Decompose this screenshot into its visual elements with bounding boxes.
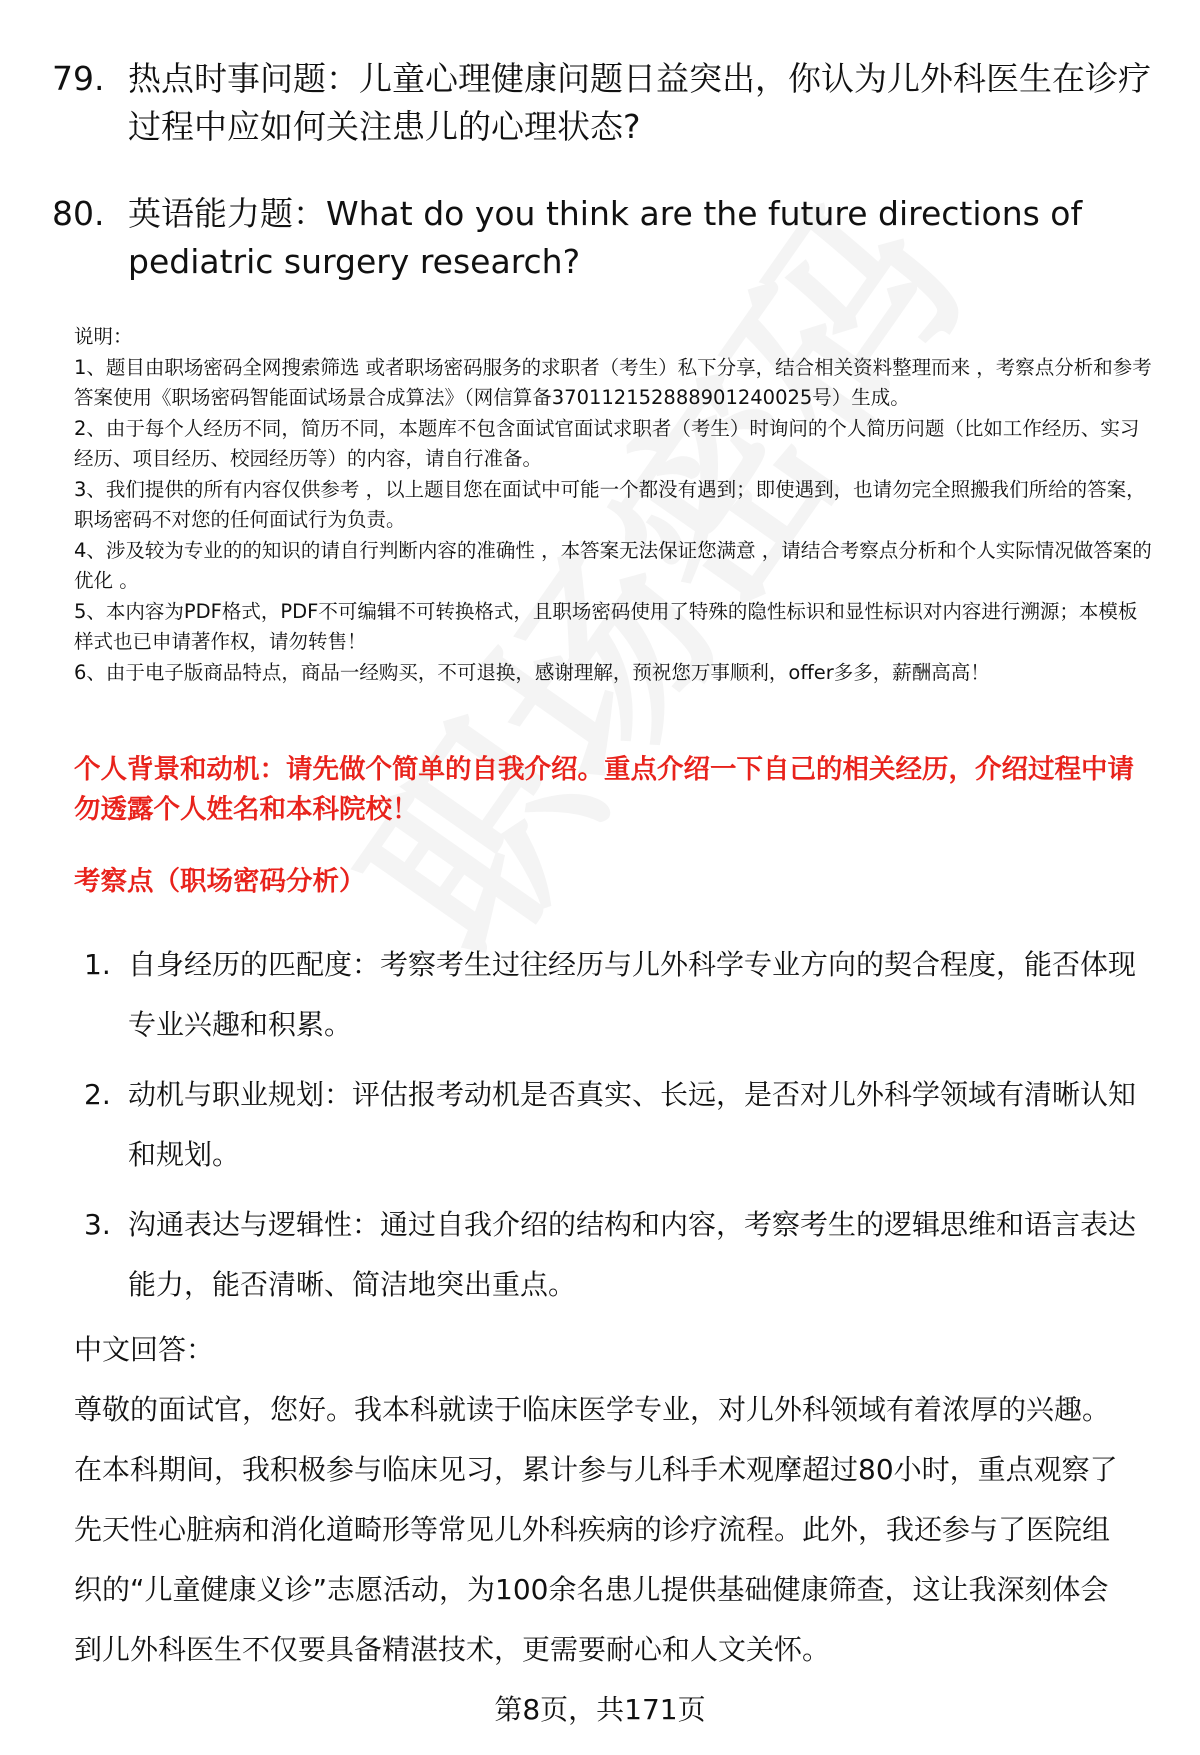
note-item: 1、题目由职场密码全网搜索筛选 或者职场密码服务的求职者（考生）私下分享，结合相关资料整理而来 ，考察点分析和参考答案使用《职场密码智能面试场景合成算法》（网信算备370112152888901240025号）生成。 — [74, 355, 1152, 409]
question-number: 80. — [52, 194, 105, 233]
list-number: 1. — [84, 948, 111, 981]
list-number: 3. — [84, 1208, 111, 1241]
list-text: 沟通表达与逻辑性：通过自我介绍的结构和内容，考察考生的逻辑思维和语言表达能力，能否清晰、简洁地突出重点。 — [128, 1208, 1137, 1301]
list-item — [84, 1195, 1144, 1315]
list-item — [84, 935, 1144, 1055]
list-number: 2. — [84, 1078, 111, 1111]
question-text: 英语能力题：What do you think are the future directions of pediatric surgery research? — [128, 194, 1083, 281]
note-item: 6、由于电子版商品特点，商品一经购买，不可退换，感谢理解，预祝您万事顺利，offer多多，薪酬高高！ — [74, 660, 990, 684]
interview-question: 个人背景和动机：请先做个简单的自我介绍。重点介绍一下自己的相关经历，介绍过程中请勿透露个人姓名和本科院校！ — [74, 754, 1134, 825]
answer-text: 尊敬的面试官，您好。我本科就读于临床医学专业，对儿外科领域有着浓厚的兴趣。在本科期间，我积极参与临床见习，累计参与儿科手术观摩超过80小时，重点观察了先天性心脏病和消化道畸形等常见儿外科疾病的诊疗流程。此外，我还参与了医院组织的“儿童健康义诊”志愿活动，为100余名患儿提供基础健康筛查，这让我深刻体会到儿外科医生不仅要具备精湛技术，更需要耐心和人文关怀。 — [74, 1393, 1118, 1666]
page-number: 第8页，共171页 — [494, 1693, 706, 1726]
question-text: 热点时事问题：儿童心理健康问题日益突出，你认为儿外科医生在诊疗过程中应如何关注患儿的心理状态? — [128, 59, 1151, 146]
note-item: 3、我们提供的所有内容仅供参考 ，以上题目您在面试中可能一个都没有遇到；即使遇到，也请勿完全照搬我们所给的答案，职场密码不对您的任何面试行为负责。 — [74, 477, 1146, 531]
note-item: 5、本内容为PDF格式，PDF不可编辑不可转换格式，且职场密码使用了特殊的隐性标识和显性标识对内容进行溯源；本模板样式也已申请著作权，请勿转售！ — [74, 599, 1138, 653]
list-item — [84, 1065, 1144, 1185]
list-text: 自身经历的匹配度：考察考生过往经历与儿外科学专业方向的契合程度，能否体现专业兴趣和积累。 — [128, 948, 1137, 1041]
question-79 — [52, 55, 1152, 151]
note-item: 4、涉及较为专业的的知识的请自行判断内容的准确性 ，本答案无法保证您满意 ，请结合考察点分析和个人实际情况做答案的优化 。 — [74, 538, 1152, 592]
answer-heading: 中文回答： — [74, 1333, 215, 1366]
note-item: 2、由于每个人经历不同，简历不同，本题库不包含面试官面试求职者（考生）时询问的个人简历问题（比如工作经历、实习经历、项目经历、校园经历等）的内容，请自行准备。 — [74, 416, 1140, 470]
answer-section — [74, 1320, 1134, 1680]
assessment-points-list — [84, 935, 1144, 1325]
list-text: 动机与职业规划：评估报考动机是否真实、长远，是否对儿外科学领域有清晰认知和规划。 — [128, 1078, 1137, 1171]
question-80 — [52, 190, 1152, 286]
notes-title: 说明： — [74, 325, 133, 348]
notes-section — [74, 322, 1154, 688]
points-heading: 考察点（职场密码分析） — [74, 866, 366, 897]
question-number: 79. — [52, 59, 105, 98]
